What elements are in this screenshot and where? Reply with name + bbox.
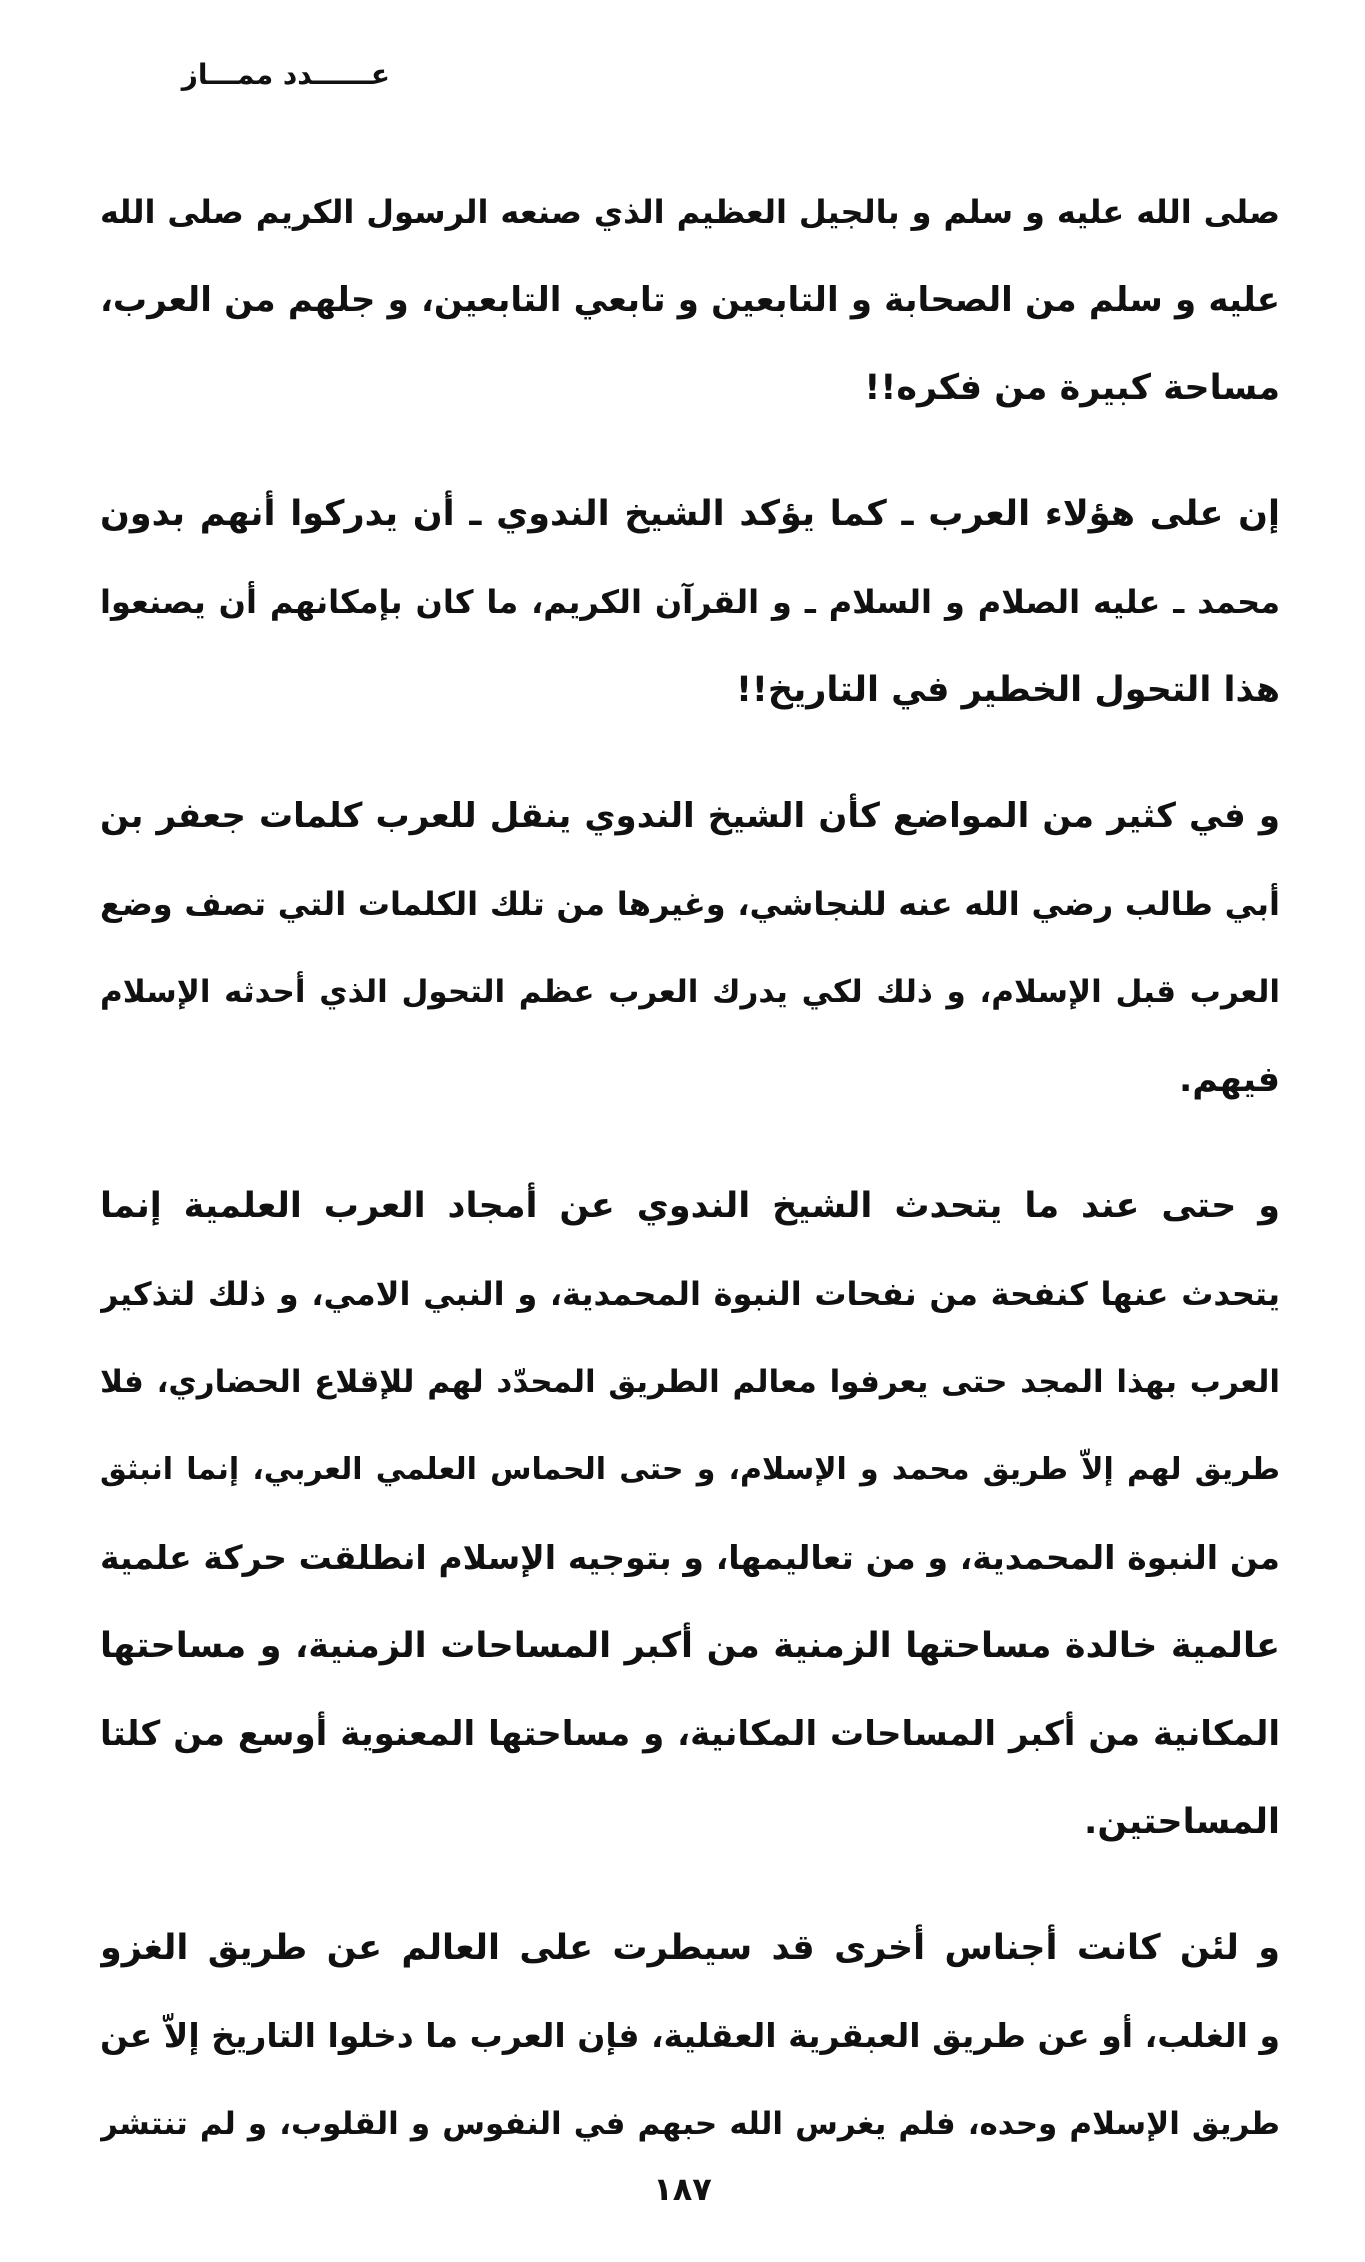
text-line: مساحة كبيرة من فكره!!: [864, 368, 1280, 408]
text-line: أبي طالب رضي الله عنه للنجاشي، وغيرها من تلك الكلمات التي تصف وضع: [100, 885, 1280, 923]
text-line: العرب قبل الإسلام، و ذلك لكي يدرك العرب عظم التحول الذي أحدثه الإسلام: [100, 974, 1280, 1010]
paragraph-5: [100, 1904, 1280, 2168]
paragraph-4: [100, 1162, 1280, 1866]
paragraph-3: [100, 772, 1280, 1124]
text-line: و الغلب، أو عن طريق العبقرية العقلية، فإن العرب ما دخلوا التاريخ إلاّ عن: [100, 2016, 1280, 2055]
text-line: المكانية من أكبر المساحات المكانية، و مساحتها المعنوية أوسع من كلتا: [100, 1714, 1280, 1754]
text-line: من النبوة المحمدية، و من تعاليمها، و بتوجيه الإسلام انطلقت حركة علمية: [100, 1538, 1280, 1577]
paragraph-2: [100, 470, 1280, 734]
text-line: المساحتين.: [1084, 1802, 1280, 1842]
page-number: ١٨٧: [653, 2170, 712, 2208]
text-line: و في كثير من المواضع كأن الشيخ الندوي ينقل للعرب كلمات جعفر بن: [100, 796, 1280, 836]
text-line: و حتى عند ما يتحدث الشيخ الندوي عن أمجاد العرب العلمية إنما: [100, 1186, 1280, 1226]
text-line: إن على هؤلاء العرب ـ كما يؤكد الشيخ الندوي ـ أن يدركوا أنهم بدون: [100, 494, 1280, 534]
text-line: طريق الإسلام وحده، فلم يغرس الله حبهم في النفوس و القلوب، و لم تنتشر: [100, 2106, 1280, 2142]
text-line: العرب بهذا المجد حتى يعرفوا معالم الطريق المحدّد لهم للإقلاع الحضاري، فلا: [100, 1364, 1280, 1400]
body-text: [100, 168, 1280, 2206]
paragraph-1: [100, 168, 1280, 432]
text-line: و لئن كانت أجناس أخرى قد سيطرت على العالم عن طريق الغزو: [100, 1928, 1280, 1968]
text-line: فيهم.: [1178, 1060, 1280, 1100]
text-line: طريق لهم إلاّ طريق محمد و الإسلام، و حتى الحماس العلمي العربي، إنما انبثق: [100, 1452, 1280, 1487]
running-header: عــــــدد ممـــاز: [181, 58, 390, 91]
text-line: عالمية خالدة مساحتها الزمنية من أكبر المساحات الزمنية، و مساحتها: [100, 1626, 1280, 1666]
text-line: هذا التحول الخطير في التاريخ!!: [735, 670, 1280, 710]
text-line: يتحدث عنها كنفحة من نفحات النبوة المحمدية، و النبي الامي، و ذلك لتذكير: [100, 1275, 1280, 1313]
text-line: عليه و سلم من الصحابة و التابعين و تابعي التابعين، و جلهم من العرب،: [100, 280, 1280, 320]
text-line: صلى الله عليه و سلم و بالجيل العظيم الذي صنعه الرسول الكريم صلى الله: [100, 193, 1280, 231]
text-line: محمد ـ عليه الصلام و السلام ـ و القرآن الكريم، ما كان بإمكانهم أن يصنعوا: [100, 583, 1280, 621]
